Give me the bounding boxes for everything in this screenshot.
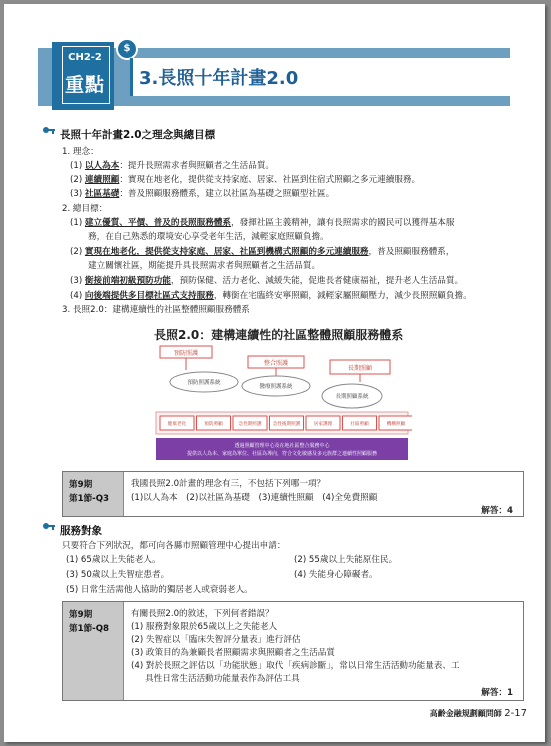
sys-left-label: 預防照護系統 <box>187 380 221 386</box>
question-option-continued: 具性日常生活活動功能量表作為評估工具 <box>145 674 300 684</box>
question-term: 第9期 <box>69 480 93 490</box>
section-key-icon <box>42 126 56 138</box>
page-title: 3.長照十年計畫2.0 <box>139 68 299 89</box>
list-item: (4) 失能身心障礙者。 <box>294 570 378 580</box>
list-heading: 1. 理念： <box>62 147 99 157</box>
bottom-line-2: 提供以人為本、家庭為單位、社區為導向，符合文化敏感及多元族群之連續性照顧服務 <box>186 451 378 457</box>
service-box-label: 急性後期照護 <box>272 422 301 427</box>
top-right-label: 長期照顧 <box>347 365 373 372</box>
page <box>4 4 545 742</box>
sys-right-label: 長期照顧系統 <box>335 394 369 400</box>
service-box-label: 急性期照護 <box>238 422 262 427</box>
question-answer: 解答：4 <box>481 506 513 516</box>
section-key-icon <box>42 522 56 534</box>
question-options: (1)以人為本 (2)以社區為基礎 (3)連續性照顧 (4)全免費照顧 <box>131 493 378 503</box>
list-item: (1) 建立優質、平價、普及的長照服務體系，發揮社區主義精神，讓有長照需求的國民可以獲得基本服 <box>70 218 455 228</box>
question-id: 第1節-Q3 <box>69 494 110 504</box>
question-term: 第9期 <box>69 610 93 620</box>
list-heading: 2. 總目標： <box>62 204 108 214</box>
list-item: (3) 50歲以上失智症患者。 <box>66 570 170 580</box>
book-title: 高齡金融規劃顧問師 <box>429 709 502 718</box>
list-item-continued: 務，在自己熟悉的環境安心享受老年生活，減輕家庭照顧負擔。 <box>88 232 329 242</box>
diagram-title: 長照2.0：建構連續性的社區整體照顧服務體系 <box>154 328 404 342</box>
list-heading: 3. 長照2.0：建構連續性的社區整體照顧服務體系 <box>62 305 250 315</box>
question-label <box>63 602 124 700</box>
service-box-label: 機構照顧 <box>386 422 406 427</box>
section-title: 服務對象 <box>60 525 102 537</box>
top-left-label: 預防照護 <box>173 350 199 357</box>
exam-question-box <box>62 471 524 517</box>
badge-title: 重點 <box>64 74 105 96</box>
list-item: (2) 55歲以上失能原住民。 <box>294 555 398 565</box>
sys-mid-label: 醫療照護系統 <box>259 384 293 390</box>
page-number: 2-17 <box>504 708 527 719</box>
care-system-diagram <box>152 342 412 466</box>
service-box-label: 健康老化 <box>167 422 187 427</box>
question-option: (2) 失智症以「臨床失智評分量表」進行評估 <box>131 635 301 645</box>
list-item: (1) 65歲以上失能老人。 <box>66 555 161 565</box>
question-text: 我國長照2.0計畫的理念有三，不包括下列哪一項？ <box>131 479 326 489</box>
service-box-label: 社區照顧 <box>350 422 369 427</box>
list-item: (5) 日常生活需他人協助的獨居老人或衰弱老人。 <box>66 585 253 595</box>
title-box <box>130 58 513 96</box>
list-item: (4) 向後端提供多目標社區式支持服務，轉銜在宅臨終安寧照顧，減輕家屬照顧壓力，減少長照照顧負擔。 <box>70 291 472 301</box>
bottom-line-1: 透過照顧管理中心及在地社區整合服務中心 <box>234 443 330 449</box>
question-option: (4) 對於長照之評估以「功能狀態」取代「疾病診斷」，常以日常生活活動功能量表、工 <box>131 661 460 671</box>
section-intro: 只要符合下列狀況，都可向各縣市照顧管理中心提出申請： <box>62 541 286 551</box>
question-id: 第1節-Q8 <box>69 624 110 634</box>
chapter-badge <box>52 42 114 110</box>
chapter-header <box>38 43 510 106</box>
question-text: 有關長照2.0的敘述，下列何者錯誤？ <box>131 609 274 619</box>
section-title: 長照十年計畫2.0之理念與總目標 <box>60 129 216 141</box>
money-bag-icon: $ <box>116 38 138 60</box>
question-option: (1) 服務對象限於65歲以上之失能老人 <box>131 622 278 632</box>
list-item: (1) 以人為本：提升長照需求者與照顧者之生活品質。 <box>70 161 275 171</box>
list-item: (3) 社區基礎：普及照顧服務體系，建立以社區為基礎之照顧型社區。 <box>70 189 335 199</box>
question-label <box>63 472 124 516</box>
list-item: (2) 實現在地老化，提供從支持家庭、居家、社區到機構式照顧的多元連續服務，普及照顧服務體系， <box>70 247 455 257</box>
exam-question-box <box>62 601 524 701</box>
badge-subtitle: CH2-2 <box>68 52 102 63</box>
question-option: (3) 政策目的為兼顧長者照顧需求與照顧者之生活品質 <box>131 648 335 658</box>
service-box-label: 預防照顧 <box>204 422 223 427</box>
service-box-label: 居家護理 <box>313 422 333 427</box>
list-item: (2) 連續照顧：實現在地老化，提供從支持家庭、居家、社區到住宿式照顧之多元連續服務。 <box>70 175 421 185</box>
list-item-continued: 建立關懷社區，期能提升具長照需求者與照顧者之生活品質。 <box>88 261 321 271</box>
page-footer <box>430 708 527 719</box>
list-item: (3) 銜接前端初級預防功能，預防保健、活力老化、減緩失能，促進長者健康福祉，提升老人生活品質。 <box>70 276 464 286</box>
top-mid-label: 整合照護 <box>263 360 289 367</box>
question-answer: 解答：1 <box>481 688 513 698</box>
